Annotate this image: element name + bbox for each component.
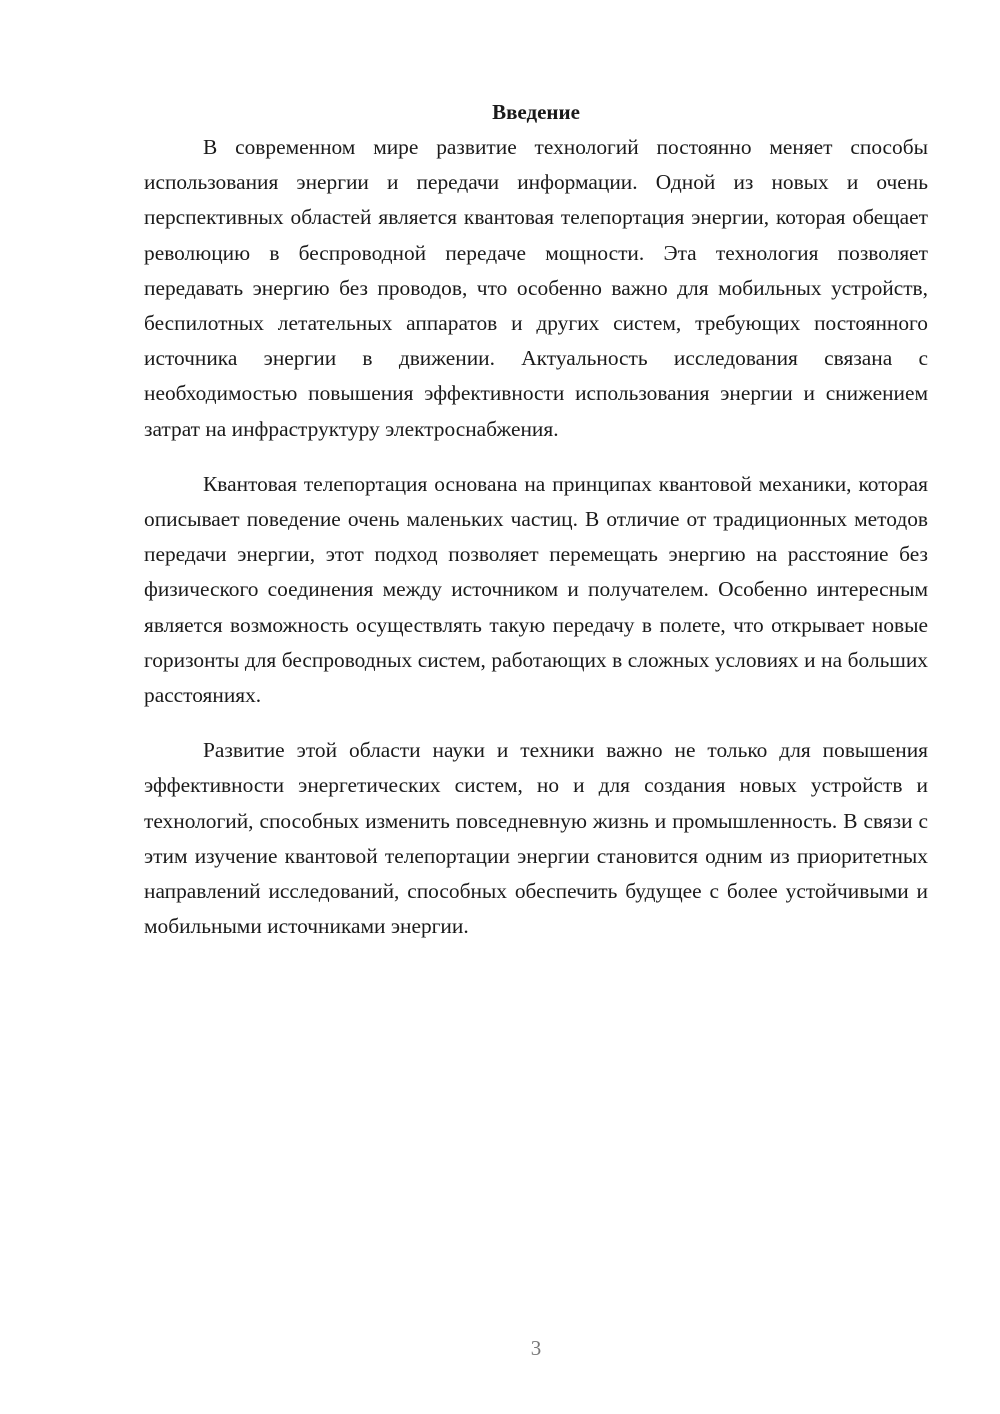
- paragraph-3: Развитие этой области науки и техники важно не только для повышения эффективности энергетических систем, но и для создания новых устройств и технологий, способных изменить повседневную жизнь и промышленность. В связи с этим изучение квантовой телепортации энергии становится одним из приоритетных направлений исследований, способных обеспечить будущее с более устойчивыми и мобильными источниками энергии.: [144, 738, 928, 939]
- page-number: 3: [530, 1336, 542, 1360]
- paragraph-2: Квантовая телепортация основана на принципах квантовой механики, которая описывает поведение очень маленьких частиц. В отличие от традиционных методов передачи энергии, этот подход позволяет перемещать энергию на расстояние без физического соединения между источником и получателем. Особенно интересным является возможность осуществлять такую передачу в полете, что открывает новые горизонты для беспроводных систем, работающих в сложных условиях и на больших расстояниях.: [144, 471, 928, 708]
- page-content: [144, 96, 928, 944]
- paragraph-1: В современном мире развитие технологий постоянно меняет способы использования энергии и передачи информации. Одной из новых и очень перспективных областей является квантовая телепортация энергии, которая обещает революцию в беспроводной передаче мощности. Эта технология позволяет передавать энергию без проводов, что особенно важно для мобильных устройств, беспилотных летательных аппаратов и других систем, требующих постоянного источника энергии в движении. Актуальность исследования связана с необходимостью повышения эффективности использования энергии и снижением затрат на инфраструктуру электроснабжения.: [144, 135, 928, 441]
- section-heading: Введение: [492, 100, 580, 124]
